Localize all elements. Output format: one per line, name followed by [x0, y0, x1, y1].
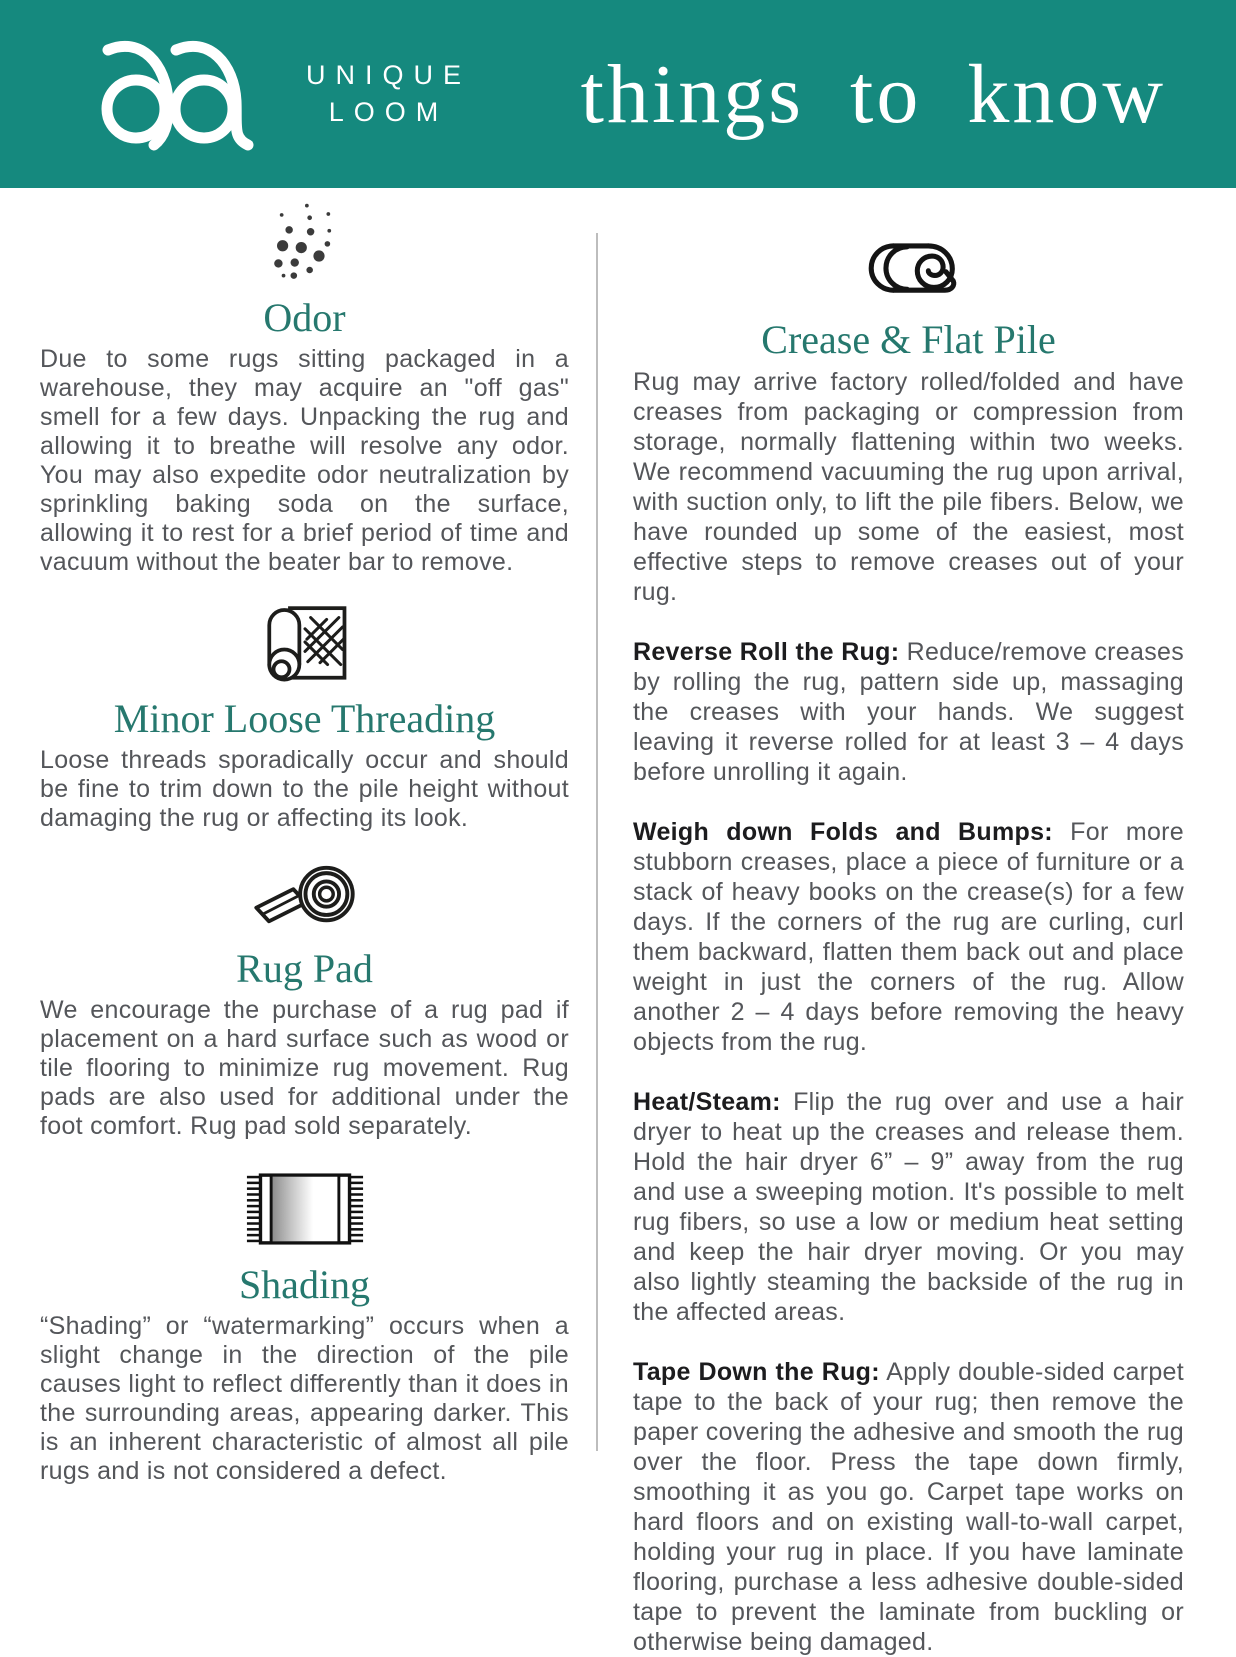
left-column: [0, 188, 596, 1657]
tip-text: Flip the rug over and use a hair dryer to heat up the creases and release them. Hold the hair dryer 6” – 9” away from the rug and use a sweeping motion. It's possible to melt rug fibers, so use a low or medium heat setting and keep the hair dryer moving. Or you may also lightly steaming the backside of the rug in the affected areas.: [633, 1088, 1184, 1326]
section-odor: [40, 200, 569, 577]
section-body-crease-intro: Rug may arrive factory rolled/folded and have creases from packaging or compression from storage, normally flattening within two weeks. We recommend vacuuming the rug upon arrival, with suction only, to lift the pile fibers. Below, we have rounded up some of the easiest, most effective steps to remove creases out of your rug.: [633, 368, 1184, 606]
tip-heat-steam: [633, 1087, 1184, 1327]
tip-label: Heat/Steam:: [633, 1088, 781, 1116]
tip-text: Reduce/remove creases by rolling the rug, pattern side up, massaging the creases with your hands. We suggest leaving it reverse rolled for at least 3 – 4 days before unrolling it again.: [633, 638, 1184, 786]
content-area: [0, 188, 1236, 1657]
tip-label: Weigh down Folds and Bumps:: [633, 818, 1053, 846]
column-divider: [596, 233, 598, 1451]
section-heading-odor: Odor: [263, 295, 346, 340]
rolled-rug-end-icon: [850, 234, 968, 304]
section-body-shading: “Shading” or “watermarking” occurs when a slight change in the direction of the pile causes light to reflect differently than it does in the surrounding areas, appearing darker. This is an inherent characteristic of almost all pile rugs and is not considered a defect.: [40, 1312, 569, 1485]
unique-loom-logo-icon: [86, 37, 286, 151]
page-title: things to know: [580, 47, 1166, 141]
section-body-odor: Due to some rugs sitting packaged in a warehouse, they may acquire an "off gas" smell for a few days. Unpacking the rug and allowing it to breathe will resolve any odor. You may also expedite odor neutralization by sprinkling baking soda on the surface, allowing it to rest for a brief period of time and vacuum without the beater bar to remove.: [40, 345, 569, 576]
tip-text: For more stubborn creases, place a piece of furniture or a stack of heavy books on the crease(s) for a few days. If the corners of the rug are curling, curl them backward, flatten them back out and place weight in just the corners of the rug. Allow another 2 – 4 days before removing the heavy objects from the rug.: [633, 818, 1184, 1056]
section-heading-shading: Shading: [238, 1262, 371, 1307]
unrolled-rug-crosshatch-icon: [258, 595, 352, 689]
section-shading: [40, 1171, 569, 1486]
tip-weigh-down: [633, 817, 1184, 1057]
tip-text: Apply double-sided carpet tape to the back of your rug; then remove the paper covering the adhesive and smooth the rug over the floor. Press the tape down firmly, smoothing it as you go. Carpet tape works on hard floors and on existing wall-to-wall carpet, holding your rug in place. If you have laminate flooring, purchase a less adhesive double-sided tape to prevent the laminate from buckling or otherwise being damaged.: [633, 1358, 1184, 1656]
brand-line-2: LOOM: [328, 97, 449, 127]
header-banner: [0, 0, 1236, 188]
section-heading-threading: Minor Loose Threading: [113, 696, 496, 741]
tip-label: Reverse Roll the Rug:: [633, 638, 900, 666]
section-crease-flat-pile: [633, 234, 1184, 607]
odor-dots-icon: [274, 200, 336, 284]
rug-pad-roll-icon: [248, 859, 362, 933]
fringed-rug-gradient-icon: [245, 1171, 365, 1247]
tip-reverse-roll: [633, 637, 1184, 787]
section-body-rug-pad: We encourage the purchase of a rug pad if placement on a hard surface such as wood or tile flooring to minimize rug movement. Rug pads are also used for additional under the foot comfort. Rug pad sold separately.: [40, 996, 569, 1140]
right-column: [596, 188, 1236, 1657]
section-heading-rug-pad: Rug Pad: [236, 946, 373, 991]
section-heading-crease: Crease & Flat Pile: [761, 317, 1056, 362]
section-body-threading: Loose threads sporadically occur and should be fine to trim down to the pile height without damaging the rug or affecting its look.: [40, 746, 569, 832]
brand-name: [306, 57, 471, 131]
section-rug-pad: [40, 859, 569, 1141]
tip-tape-down: [633, 1357, 1184, 1657]
brand-line-1: UNIQUE: [306, 60, 472, 90]
section-minor-loose-threading: [40, 595, 569, 833]
tip-label: Tape Down the Rug:: [633, 1358, 880, 1386]
